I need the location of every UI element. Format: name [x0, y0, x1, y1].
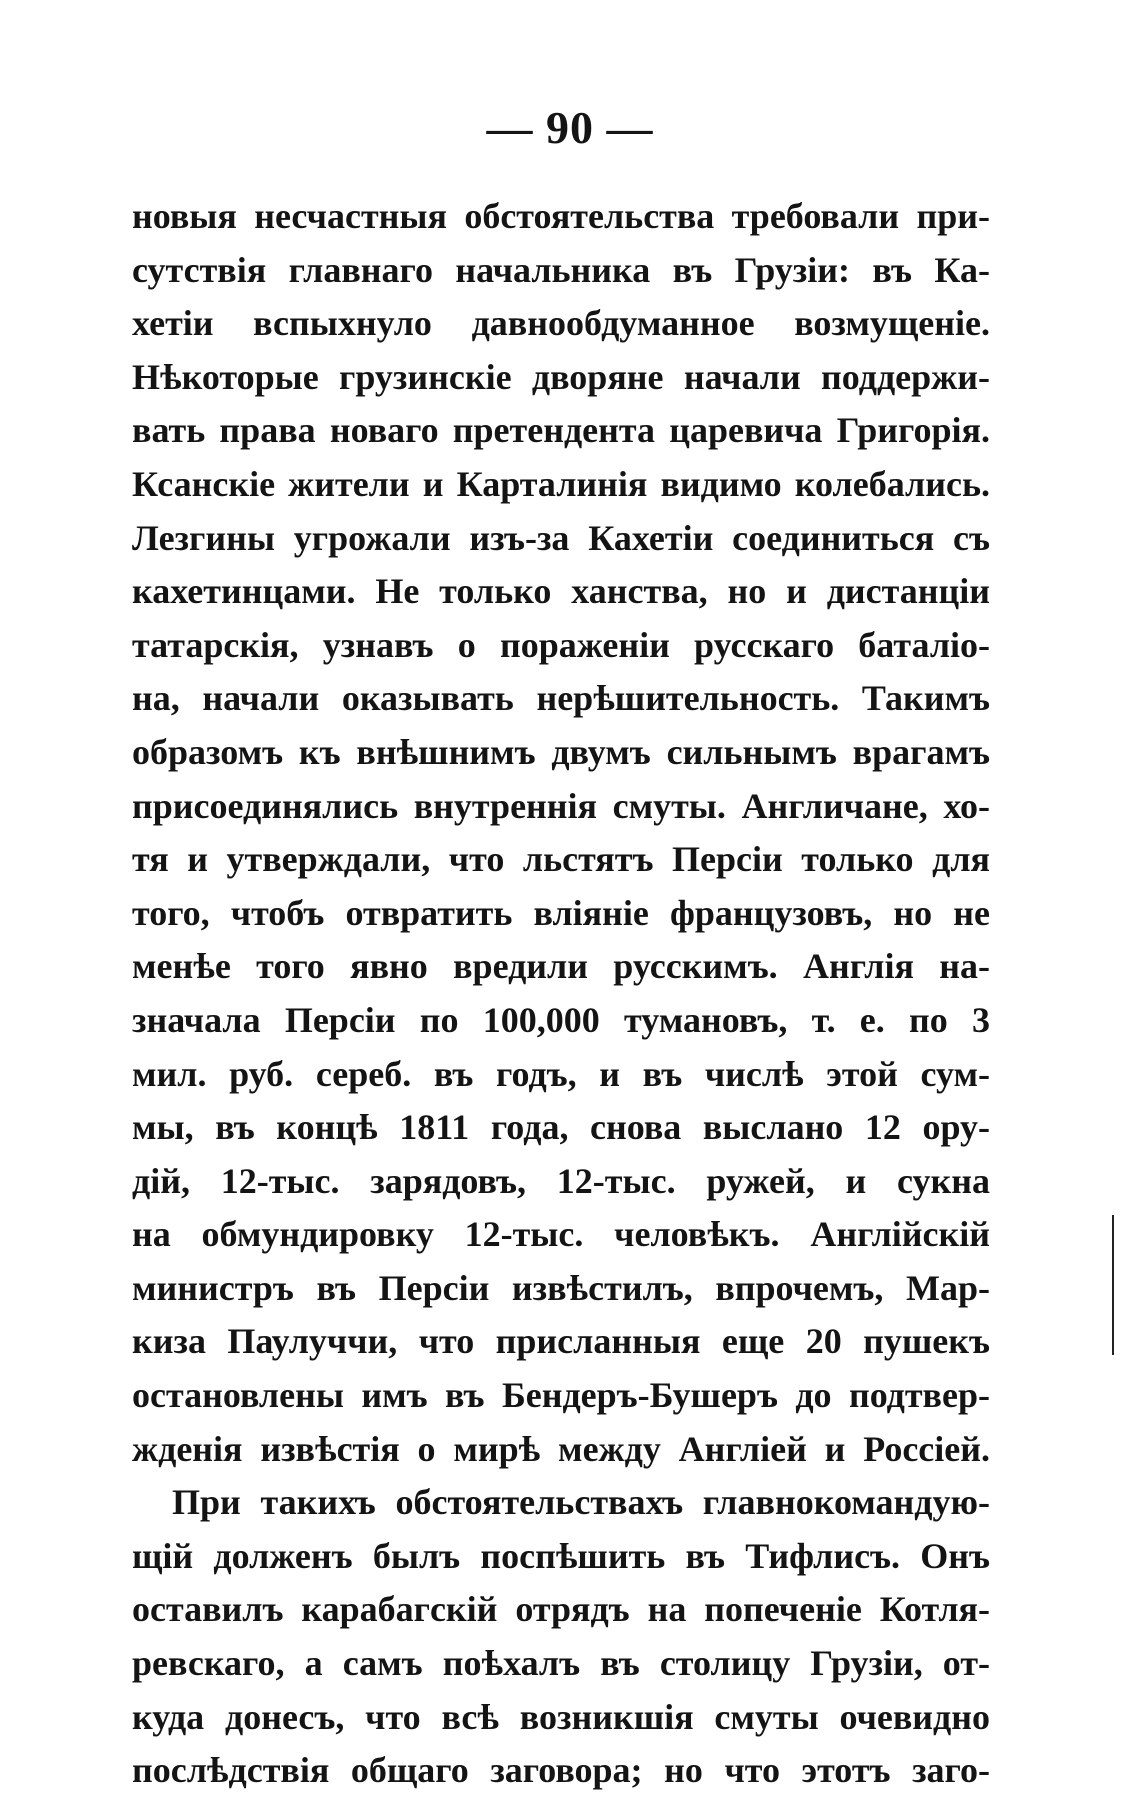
text-line: Ксанскіе жители и Карталинія видимо колебались. — [132, 463, 990, 504]
text-line: того, чтобъ отвратить вліяніе французовъ, но не — [132, 892, 990, 933]
text-line: кахетинцами. Не только ханства, но и дистанціи — [132, 571, 990, 612]
text-line: татарскія, узнавъ о пораженіи русскаго баталіо- — [132, 624, 990, 665]
page-text — [132, 190, 990, 1798]
text-line: хетіи вспыхнуло давнообдуманное возмущеніе. — [132, 303, 990, 344]
text-line: Лезгины угрожали изъ-за Кахетіи соединиться съ — [132, 517, 990, 558]
text-line: ревскаго, а самъ поѣхалъ въ столицу Грузіи, от- — [132, 1643, 990, 1684]
text-line: послѣдствія общаго заговора; но что этотъ заго- — [132, 1750, 990, 1791]
text-line: образомъ къ внѣшнимъ двумъ сильнымъ врагамъ — [132, 731, 990, 772]
text-line: киза Паулуччи, что присланныя еще 20 пушекъ — [132, 1321, 990, 1362]
text-line: Нѣкоторые грузинскіе дворяне начали поддержи- — [132, 356, 990, 397]
text-line: тя и утверждали, что льстятъ Персіи только для — [132, 839, 990, 880]
text-line: менѣе того явно вредили русскимъ. Англія на- — [132, 946, 990, 987]
text-line: щій долженъ былъ поспѣшить въ Тифлисъ. Онъ — [132, 1535, 990, 1576]
text-line: на, начали оказывать нерѣшительность. Такимъ — [132, 678, 990, 719]
text-line: новыя несчастныя обстоятельства требовали при- — [132, 196, 990, 236]
text-line: вать права новаго претендента царевича Григорія. — [132, 410, 990, 451]
text-line: значала Персіи по 100,000 тумановъ, т. е. по 3 — [132, 999, 990, 1040]
text-line: оставилъ карабагскій отрядъ на попеченіе Котля- — [132, 1589, 990, 1630]
text-line: куда донесъ, что всѣ возникшія смуты очевидно — [132, 1696, 990, 1737]
text-line: сутствія главнаго начальника въ Грузіи: въ Ка- — [132, 249, 990, 290]
page-number: — 90 — — [486, 102, 654, 153]
text-line: При такихъ обстоятельствахъ главнокомандую- — [172, 1482, 990, 1523]
text-line: министръ въ Персіи извѣстилъ, впрочемъ, Мар- — [132, 1267, 990, 1308]
text-line: мил. руб. сереб. въ годъ, и въ числѣ этой сум- — [132, 1053, 990, 1094]
text-line: мы, въ концѣ 1811 года, снова выслано 12 ору- — [132, 1107, 990, 1148]
text-line: на обмундировку 12-тыс. человѣкъ. Англійскій — [132, 1214, 990, 1255]
margin-rule — [1112, 1215, 1114, 1355]
text-line: присоединялись внутреннія смуты. Англичане, хо- — [132, 785, 990, 826]
text-line: дій, 12-тыс. зарядовъ, 12-тыс. ружей, и сукна — [132, 1160, 990, 1201]
text-line: остановлены имъ въ Бендеръ-Бушеръ до подтвер- — [132, 1375, 990, 1416]
text-line: жденія извѣстія о мирѣ между Англіей и Россіей. — [132, 1428, 990, 1469]
